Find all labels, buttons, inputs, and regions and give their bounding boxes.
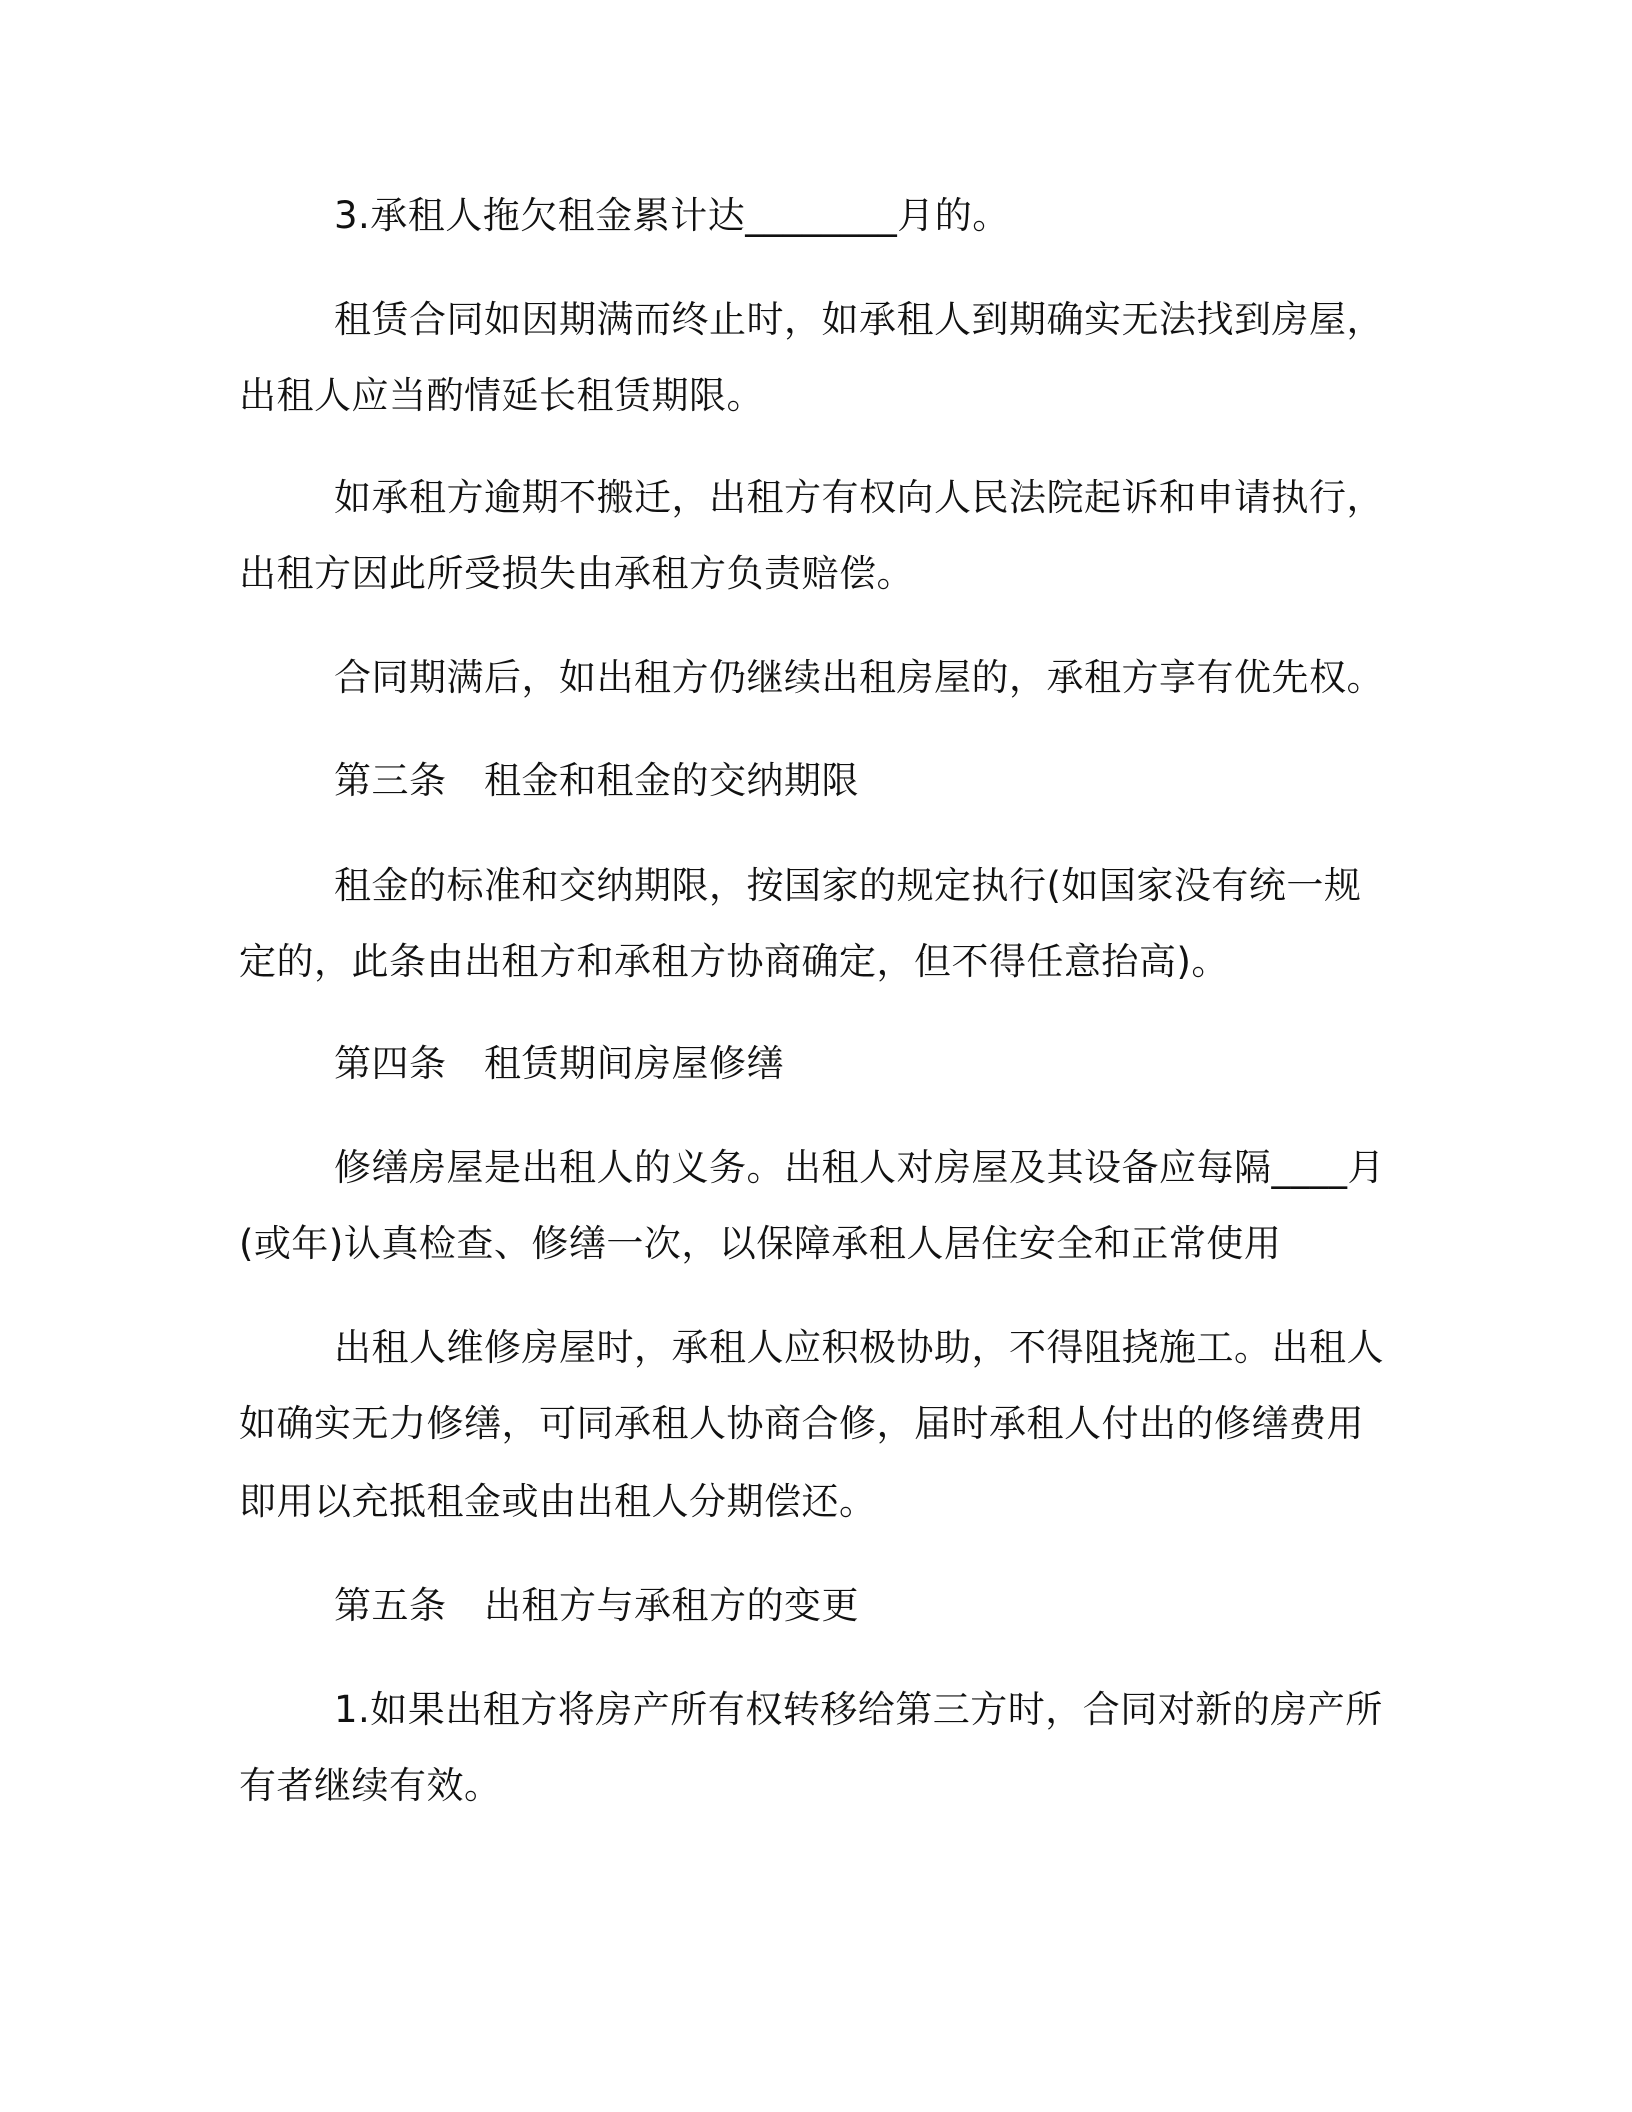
- article-3-body-line-2: 定的，此条由出租方和承租方协商确定，但不得任意抬高)。: [239, 940, 1229, 983]
- clause-3-arrears: 3.承租人拖欠租金累计达________月的。: [334, 194, 1010, 237]
- article-4-repair-line-2: 如确实无力修缮，可同承租人协商合修，届时承租人付出的修缮费用: [239, 1402, 1364, 1445]
- article-4-repair-line-1: 出租人维修房屋时，承租人应积极协助，不得阻挠施工。出租人: [334, 1326, 1384, 1369]
- article-3-heading: 第三条 租金和租金的交纳期限: [334, 759, 859, 802]
- article-4-repair-line-3: 即用以充抵租金或由出租人分期偿还。: [239, 1480, 877, 1523]
- paragraph-priority-right: 合同期满后，如出租方仍继续出租房屋的，承租方享有优先权。: [334, 656, 1384, 699]
- article-5-item-1-line-2: 有者继续有效。: [239, 1764, 502, 1807]
- paragraph-expiry-extension-line-2: 出租人应当酌情延长租赁期限。: [239, 374, 764, 417]
- article-4-heading: 第四条 租赁期间房屋修缮: [334, 1042, 784, 1085]
- article-4-body-line-1: 修缮房屋是出租人的义务。出租人对房屋及其设备应每隔____月: [334, 1146, 1385, 1189]
- paragraph-overstay-line-1: 如承租方逾期不搬迁，出租方有权向人民法院起诉和申请执行，: [334, 476, 1384, 519]
- article-5-item-1-line-1: 1.如果出租方将房产所有权转移给第三方时，合同对新的房产所: [334, 1688, 1383, 1731]
- paragraph-overstay-line-2: 出租方因此所受损失由承租方负责赔偿。: [239, 552, 914, 595]
- article-3-body-line-1: 租金的标准和交纳期限，按国家的规定执行(如国家没有统一规: [334, 864, 1362, 907]
- article-5-heading: 第五条 出租方与承租方的变更: [334, 1584, 859, 1627]
- paragraph-expiry-extension-line-1: 租赁合同如因期满而终止时，如承租人到期确实无法找到房屋，: [334, 298, 1384, 341]
- article-4-body-line-2: (或年)认真检查、修缮一次，以保障承租人居住安全和正常使用: [239, 1222, 1282, 1265]
